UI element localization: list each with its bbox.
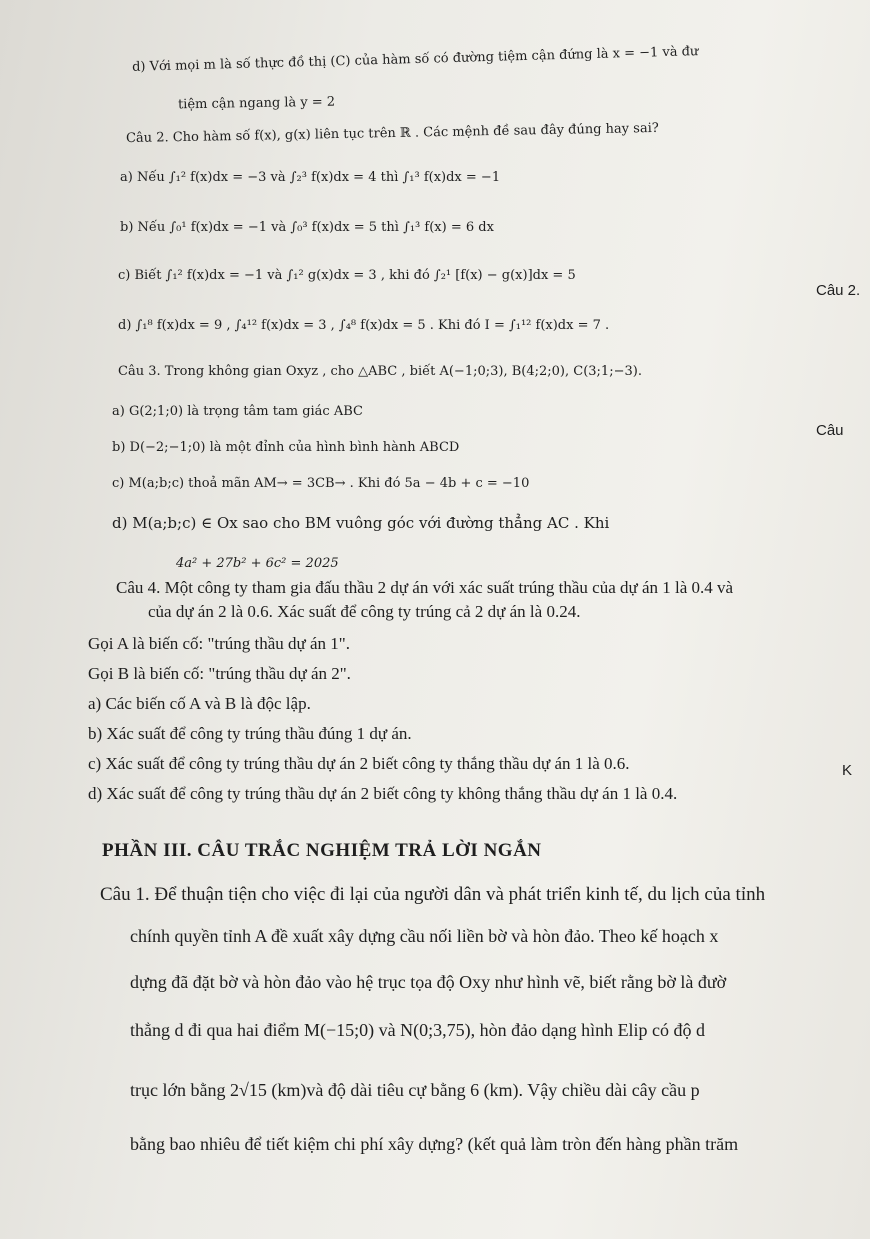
part3-q1-line3: dựng đã đặt bờ và hòn đảo vào hệ trục tọa độ Oxy như hình vẽ, biết rằng bờ là đườ <box>130 972 727 992</box>
q3-a: a) G(2;1;0) là trọng tâm tam giác ABC <box>112 404 363 419</box>
q3-title: Câu 3. Trong không gian Oxyz , cho △ABC , biết A(−1;0;3), B(4;2;0), C(3;1;−3). <box>118 364 642 379</box>
part3-q1-line1: Câu 1. Để thuận tiện cho việc đi lại của người dân và phát triển kinh tế, du lịch của tỉnh <box>100 884 766 905</box>
q1-d-line2: tiệm cận ngang là y = 2 <box>177 94 336 113</box>
q4-a: a) Các biến cố A và B là độc lập. <box>88 694 311 713</box>
margin-k: K <box>842 762 853 779</box>
q4-b: b) Xác suất để công ty trúng thầu đúng 1 dự án. <box>88 724 412 743</box>
q2-d: d) ∫₁⁸ f(x)dx = 9 , ∫₄¹² f(x)dx = 3 , ∫₄⁸ f(x)dx = 5 . Khi đó I = ∫₁¹² f(x)dx = 7 . <box>118 318 610 333</box>
margin-cau-2: Câu 2. <box>816 282 861 299</box>
q3-d-equation: 4a² + 27b² + 6c² = 2025 <box>176 556 339 571</box>
part3-heading: PHẦN III. CÂU TRẮC NGHIỆM TRẢ LỜI NGẮN <box>102 840 542 861</box>
q2-title: Câu 2. Cho hàm số f(x), g(x) liên tục trên ℝ . Các mệnh đề sau đây đúng hay sai? <box>125 120 659 147</box>
q4-c: c) Xác suất để công ty trúng thầu dự án 2 biết công ty thắng thầu dự án 1 là 0.6. <box>88 754 630 773</box>
part3-q1-line4: thẳng d đi qua hai điểm M(−15;0) và N(0;3,75), hòn đảo dạng hình Elip có độ d <box>130 1020 706 1040</box>
q1-d-line1: d) Với mọi m là số thực đồ thị (C) của hàm số có đường tiệm cận đứng là x = −1 và đư <box>131 44 699 75</box>
q3-d: d) M(a;b;c) ∈ Ox sao cho BM vuông góc với đường thẳng AC . Khi <box>112 514 610 532</box>
part3-q1-line5: trục lớn bằng 2√15 (km)và độ dài tiêu cự bằng 6 (km). Vậy chiều dài cây cầu p <box>130 1080 700 1100</box>
q4-def-b: Gọi B là biến cố: "trúng thầu dự án 2". <box>88 664 351 683</box>
q4-title: Câu 4. Một công ty tham gia đấu thầu 2 dự án với xác suất trúng thầu của dự án 1 là 0.4 và <box>116 578 734 597</box>
q3-c: c) M(a;b;c) thoả mãn AM→ = 3CB→ . Khi đó 5a − 4b + c = −10 <box>112 476 530 491</box>
part3-q1-line6: bằng bao nhiêu để tiết kiệm chi phí xây dựng? (kết quả làm tròn đến hàng phần trăm <box>130 1134 739 1154</box>
q2-c: c) Biết ∫₁² f(x)dx = −1 và ∫₁² g(x)dx = 3 , khi đó ∫₂¹ [f(x) − g(x)]dx = 5 <box>118 268 576 283</box>
part3-q1-line2: chính quyền tỉnh A đề xuất xây dựng cầu nối liền bờ và hòn đảo. Theo kế hoạch x <box>130 926 719 946</box>
q2-b: b) Nếu ∫₀¹ f(x)dx = −1 và ∫₀³ f(x)dx = 5 thì ∫₁³ f(x) = 6 dx <box>120 220 494 235</box>
q3-b: b) D(−2;−1;0) là một đỉnh của hình bình hành ABCD <box>112 440 460 455</box>
q4-d: d) Xác suất để công ty trúng thầu dự án 2 biết công ty không thắng thầu dự án 1 là 0.4. <box>88 784 678 803</box>
q4-def-a: Gọi A là biến cố: "trúng thầu dự án 1". <box>88 634 350 653</box>
q2-a: a) Nếu ∫₁² f(x)dx = −3 và ∫₂³ f(x)dx = 4 thì ∫₁³ f(x)dx = −1 <box>120 170 501 185</box>
margin-cau: Câu <box>816 422 844 439</box>
q4-title-2: của dự án 2 là 0.6. Xác suất để công ty trúng cả 2 dự án là 0.24. <box>148 602 581 621</box>
